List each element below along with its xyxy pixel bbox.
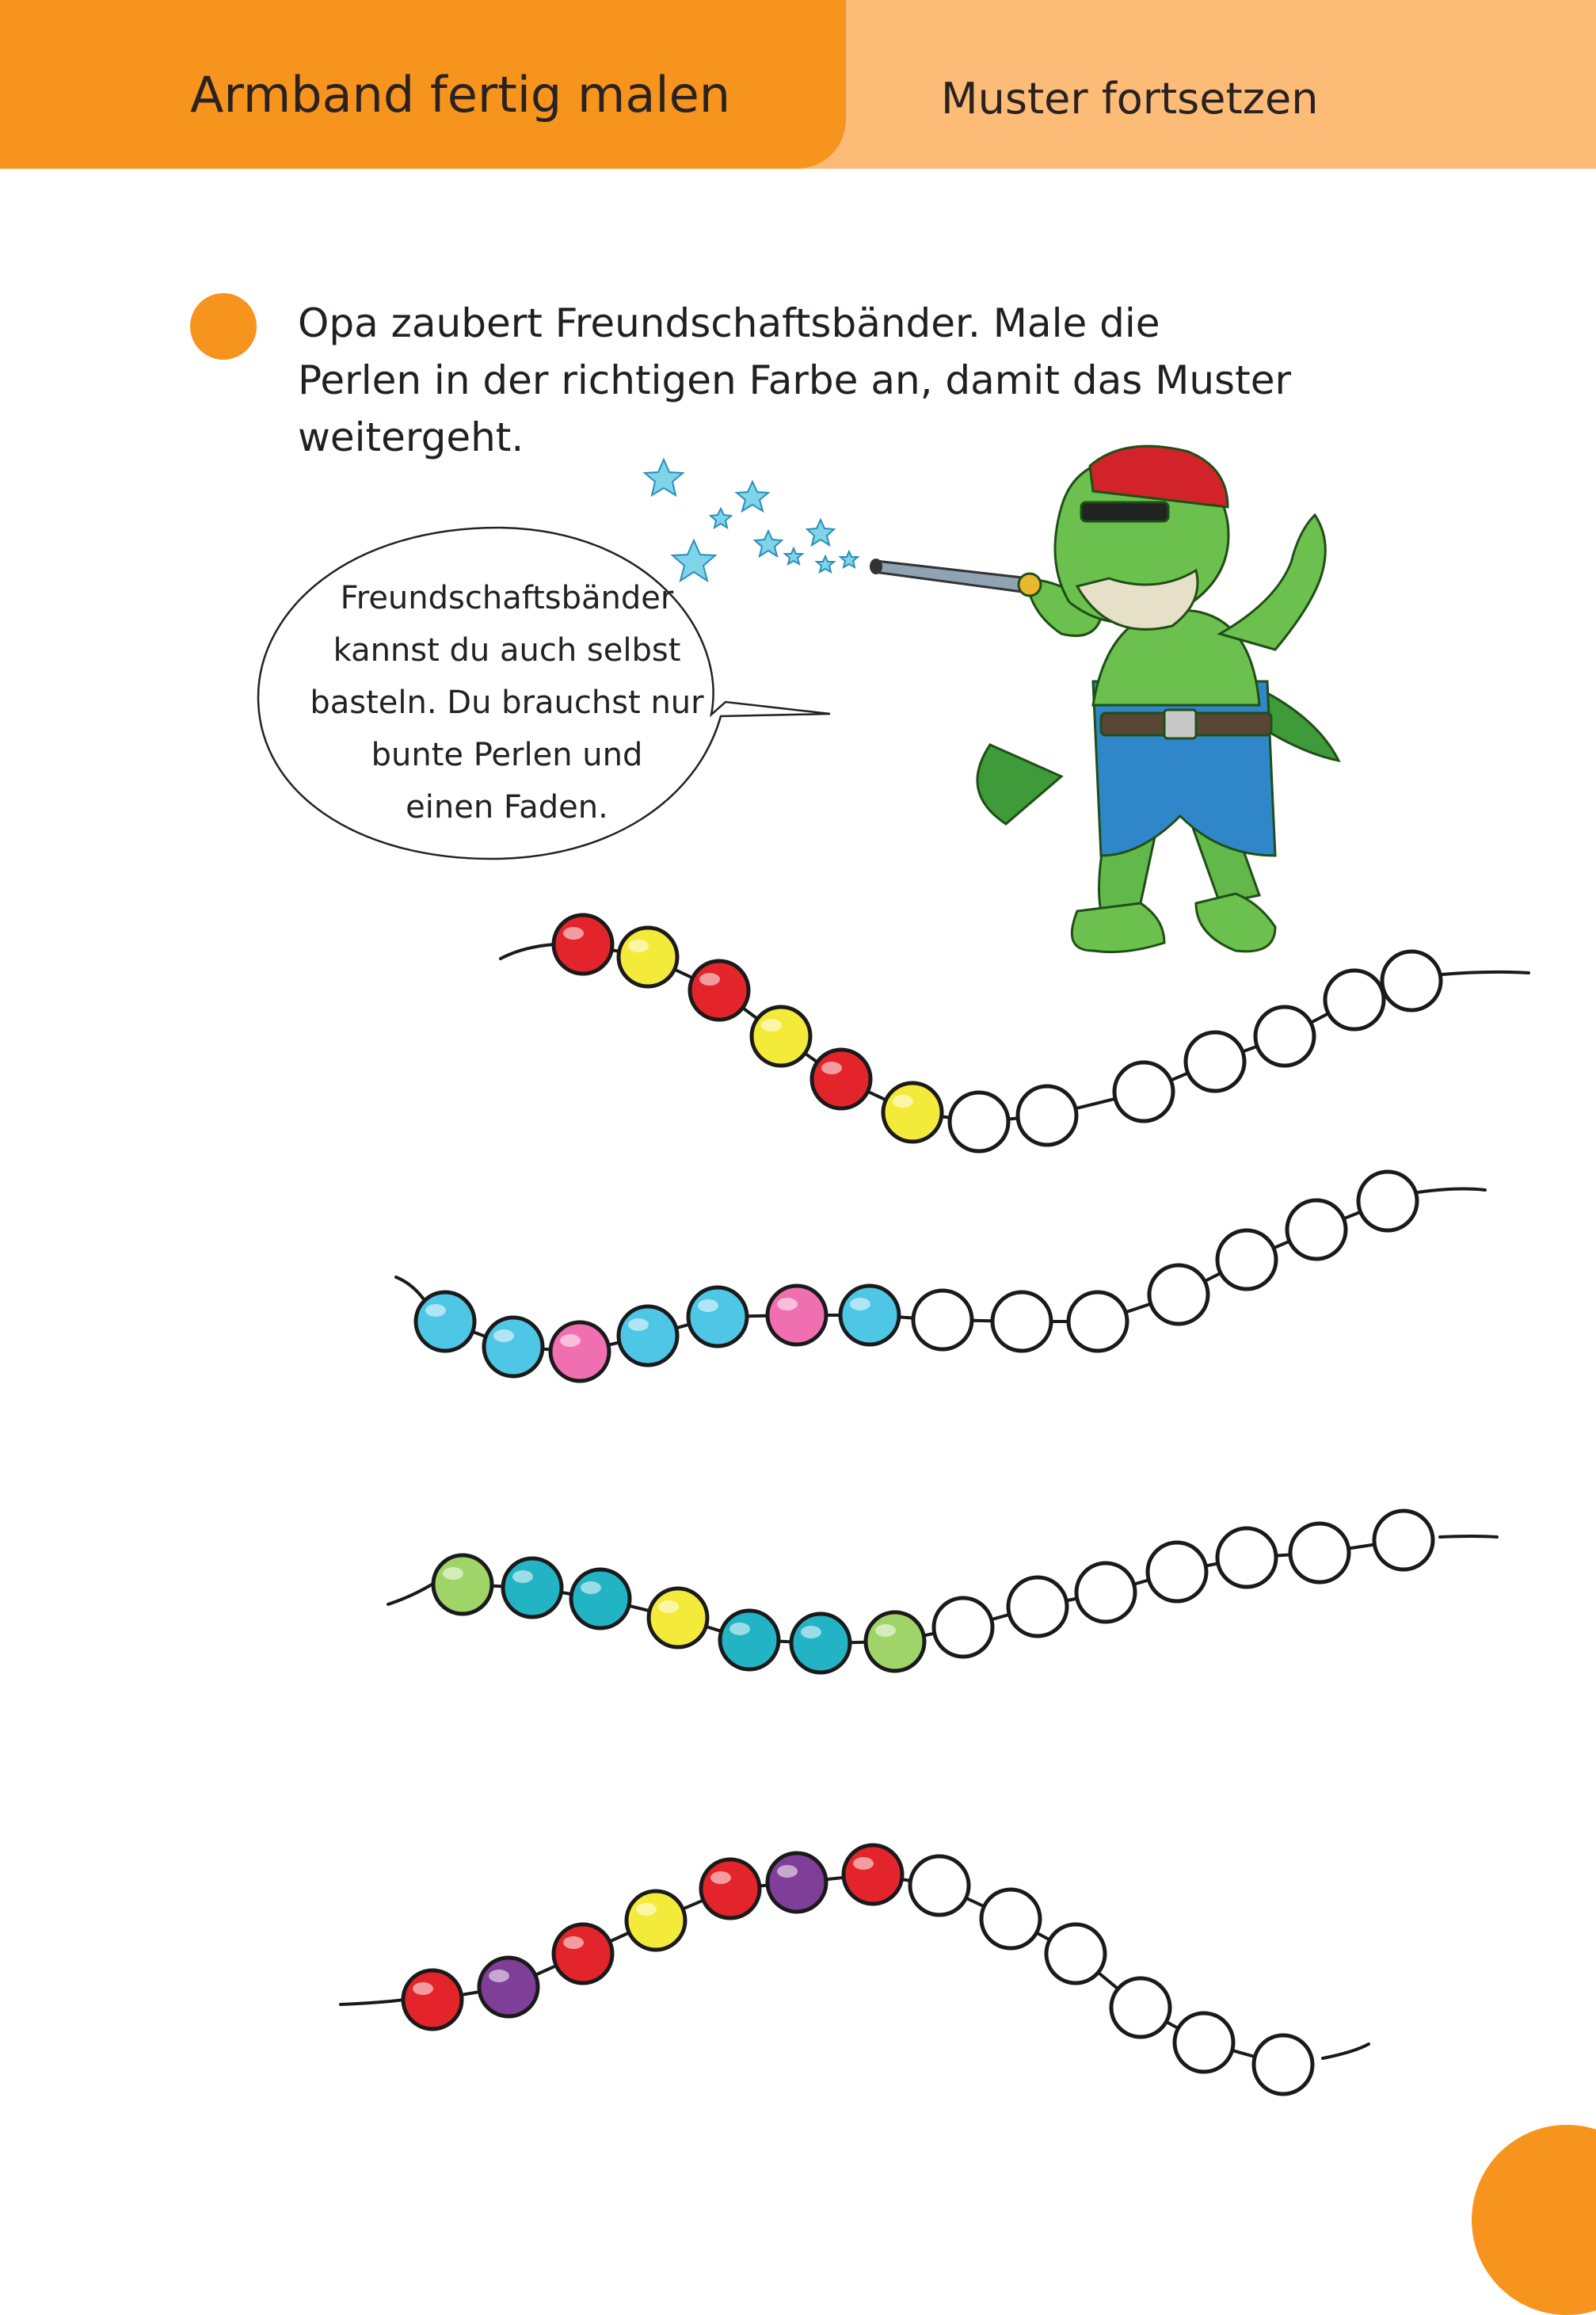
bead-yellow: [752, 1007, 810, 1066]
empty-bead[interactable]: [1018, 1086, 1076, 1145]
instruction-line: Perlen in der richtigen Farbe an, damit das Muster: [298, 357, 1292, 403]
bead-red: [554, 915, 612, 974]
bead-highlight: [729, 1623, 750, 1635]
bead-highlight: [893, 1095, 913, 1108]
bead-yellow: [649, 1588, 707, 1647]
bead-red: [690, 961, 748, 1020]
bead-red: [403, 1970, 462, 2029]
empty-bead[interactable]: [1325, 971, 1384, 1029]
bead-highlight: [777, 1865, 798, 1878]
bead-highlight: [560, 1334, 581, 1347]
empty-bead[interactable]: [1008, 1577, 1067, 1636]
bubble-line: einen Faden.: [406, 789, 608, 826]
bead-highlight: [636, 1903, 657, 1916]
bracelet-1: [501, 915, 1529, 1151]
bead-teal: [720, 1611, 779, 1669]
empty-bead[interactable]: [1358, 1172, 1417, 1230]
empty-bead[interactable]: [992, 1292, 1051, 1351]
bead-teal: [503, 1558, 562, 1617]
empty-bead[interactable]: [913, 1291, 972, 1349]
bead-lightgreen: [433, 1555, 492, 1614]
bead-red: [844, 1845, 902, 1904]
bracelet-4: [341, 1845, 1369, 2094]
instruction-line: Opa zaubert Freundschaftsbänder. Male die: [298, 300, 1160, 346]
bead-highlight: [489, 1970, 509, 1982]
page-subtitle: Muster fortsetzen: [941, 74, 1319, 124]
bead-teal: [791, 1614, 850, 1672]
bubble-line: Freundschaftsbänder: [340, 580, 674, 616]
bead-yellow: [883, 1083, 942, 1142]
bead-highlight: [777, 1298, 798, 1310]
bubble-line: kannst du auch selbst: [333, 632, 681, 669]
empty-bead[interactable]: [1111, 1978, 1170, 2037]
bead-pink: [768, 1286, 826, 1344]
bead-cyan: [416, 1292, 474, 1351]
empty-bead[interactable]: [950, 1093, 1008, 1151]
empty-bead[interactable]: [1374, 1511, 1433, 1569]
empty-bead[interactable]: [1255, 1007, 1314, 1066]
empty-bead[interactable]: [910, 1856, 969, 1915]
bubble-line: bunte Perlen und: [371, 737, 643, 773]
empty-bead[interactable]: [1149, 1265, 1208, 1324]
bead-red: [812, 1050, 870, 1108]
empty-bead[interactable]: [1217, 1528, 1276, 1587]
bead-lightgreen: [866, 1612, 924, 1671]
empty-bead[interactable]: [1287, 1200, 1346, 1259]
bead-cyan: [840, 1286, 899, 1344]
bead-highlight: [493, 1329, 514, 1342]
bead-highlight: [698, 1299, 718, 1312]
empty-bead[interactable]: [934, 1598, 992, 1657]
bead-purple: [479, 1958, 538, 2016]
bead-highlight: [821, 1062, 842, 1074]
bead-highlight: [850, 1298, 870, 1310]
bead-highlight: [801, 1626, 821, 1638]
empty-bead[interactable]: [1076, 1563, 1135, 1622]
empty-bead[interactable]: [1217, 1230, 1276, 1289]
bead-highlight: [425, 1304, 446, 1317]
bead-highlight: [413, 1982, 433, 1995]
bead-highlight: [628, 1318, 649, 1331]
empty-bead[interactable]: [1382, 952, 1441, 1010]
bead-highlight: [761, 1019, 782, 1032]
bead-purple: [768, 1853, 826, 1912]
bead-highlight: [443, 1567, 463, 1580]
empty-bead[interactable]: [981, 1890, 1040, 1948]
bead-highlight: [699, 973, 720, 986]
empty-bead[interactable]: [1254, 2035, 1312, 2094]
empty-bead[interactable]: [1046, 1924, 1105, 1983]
bead-highlight: [853, 1857, 874, 1870]
bracelet-3: [388, 1511, 1497, 1672]
bead-highlight: [563, 1936, 584, 1949]
page-title: Armband fertig malen: [190, 66, 731, 124]
bead-highlight: [658, 1600, 679, 1613]
bracelet-2: [396, 1172, 1485, 1381]
bead-cyan: [619, 1306, 677, 1365]
bead-highlight: [875, 1624, 896, 1637]
empty-bead[interactable]: [1148, 1543, 1206, 1601]
empty-bead[interactable]: [1068, 1292, 1127, 1351]
bead-teal: [571, 1569, 630, 1628]
empty-bead[interactable]: [1290, 1524, 1349, 1582]
bead-highlight: [563, 927, 584, 940]
bead-highlight: [512, 1570, 533, 1583]
empty-bead[interactable]: [1114, 1062, 1173, 1121]
empty-bead[interactable]: [1175, 2013, 1233, 2072]
bead-yellow: [627, 1891, 685, 1950]
bead-highlight: [581, 1581, 601, 1594]
bead-highlight: [628, 940, 649, 952]
instruction-line: weitergeht.: [298, 414, 524, 460]
bubble-line: basteln. Du brauchst nur: [310, 685, 704, 721]
bead-yellow: [619, 928, 677, 986]
bead-cyan: [688, 1287, 747, 1346]
empty-bead[interactable]: [1186, 1032, 1244, 1091]
bead-cyan: [484, 1318, 543, 1376]
bead-highlight: [710, 1871, 731, 1884]
bead-red: [701, 1859, 760, 1918]
bead-red: [554, 1924, 612, 1983]
bead-pink: [550, 1322, 609, 1381]
